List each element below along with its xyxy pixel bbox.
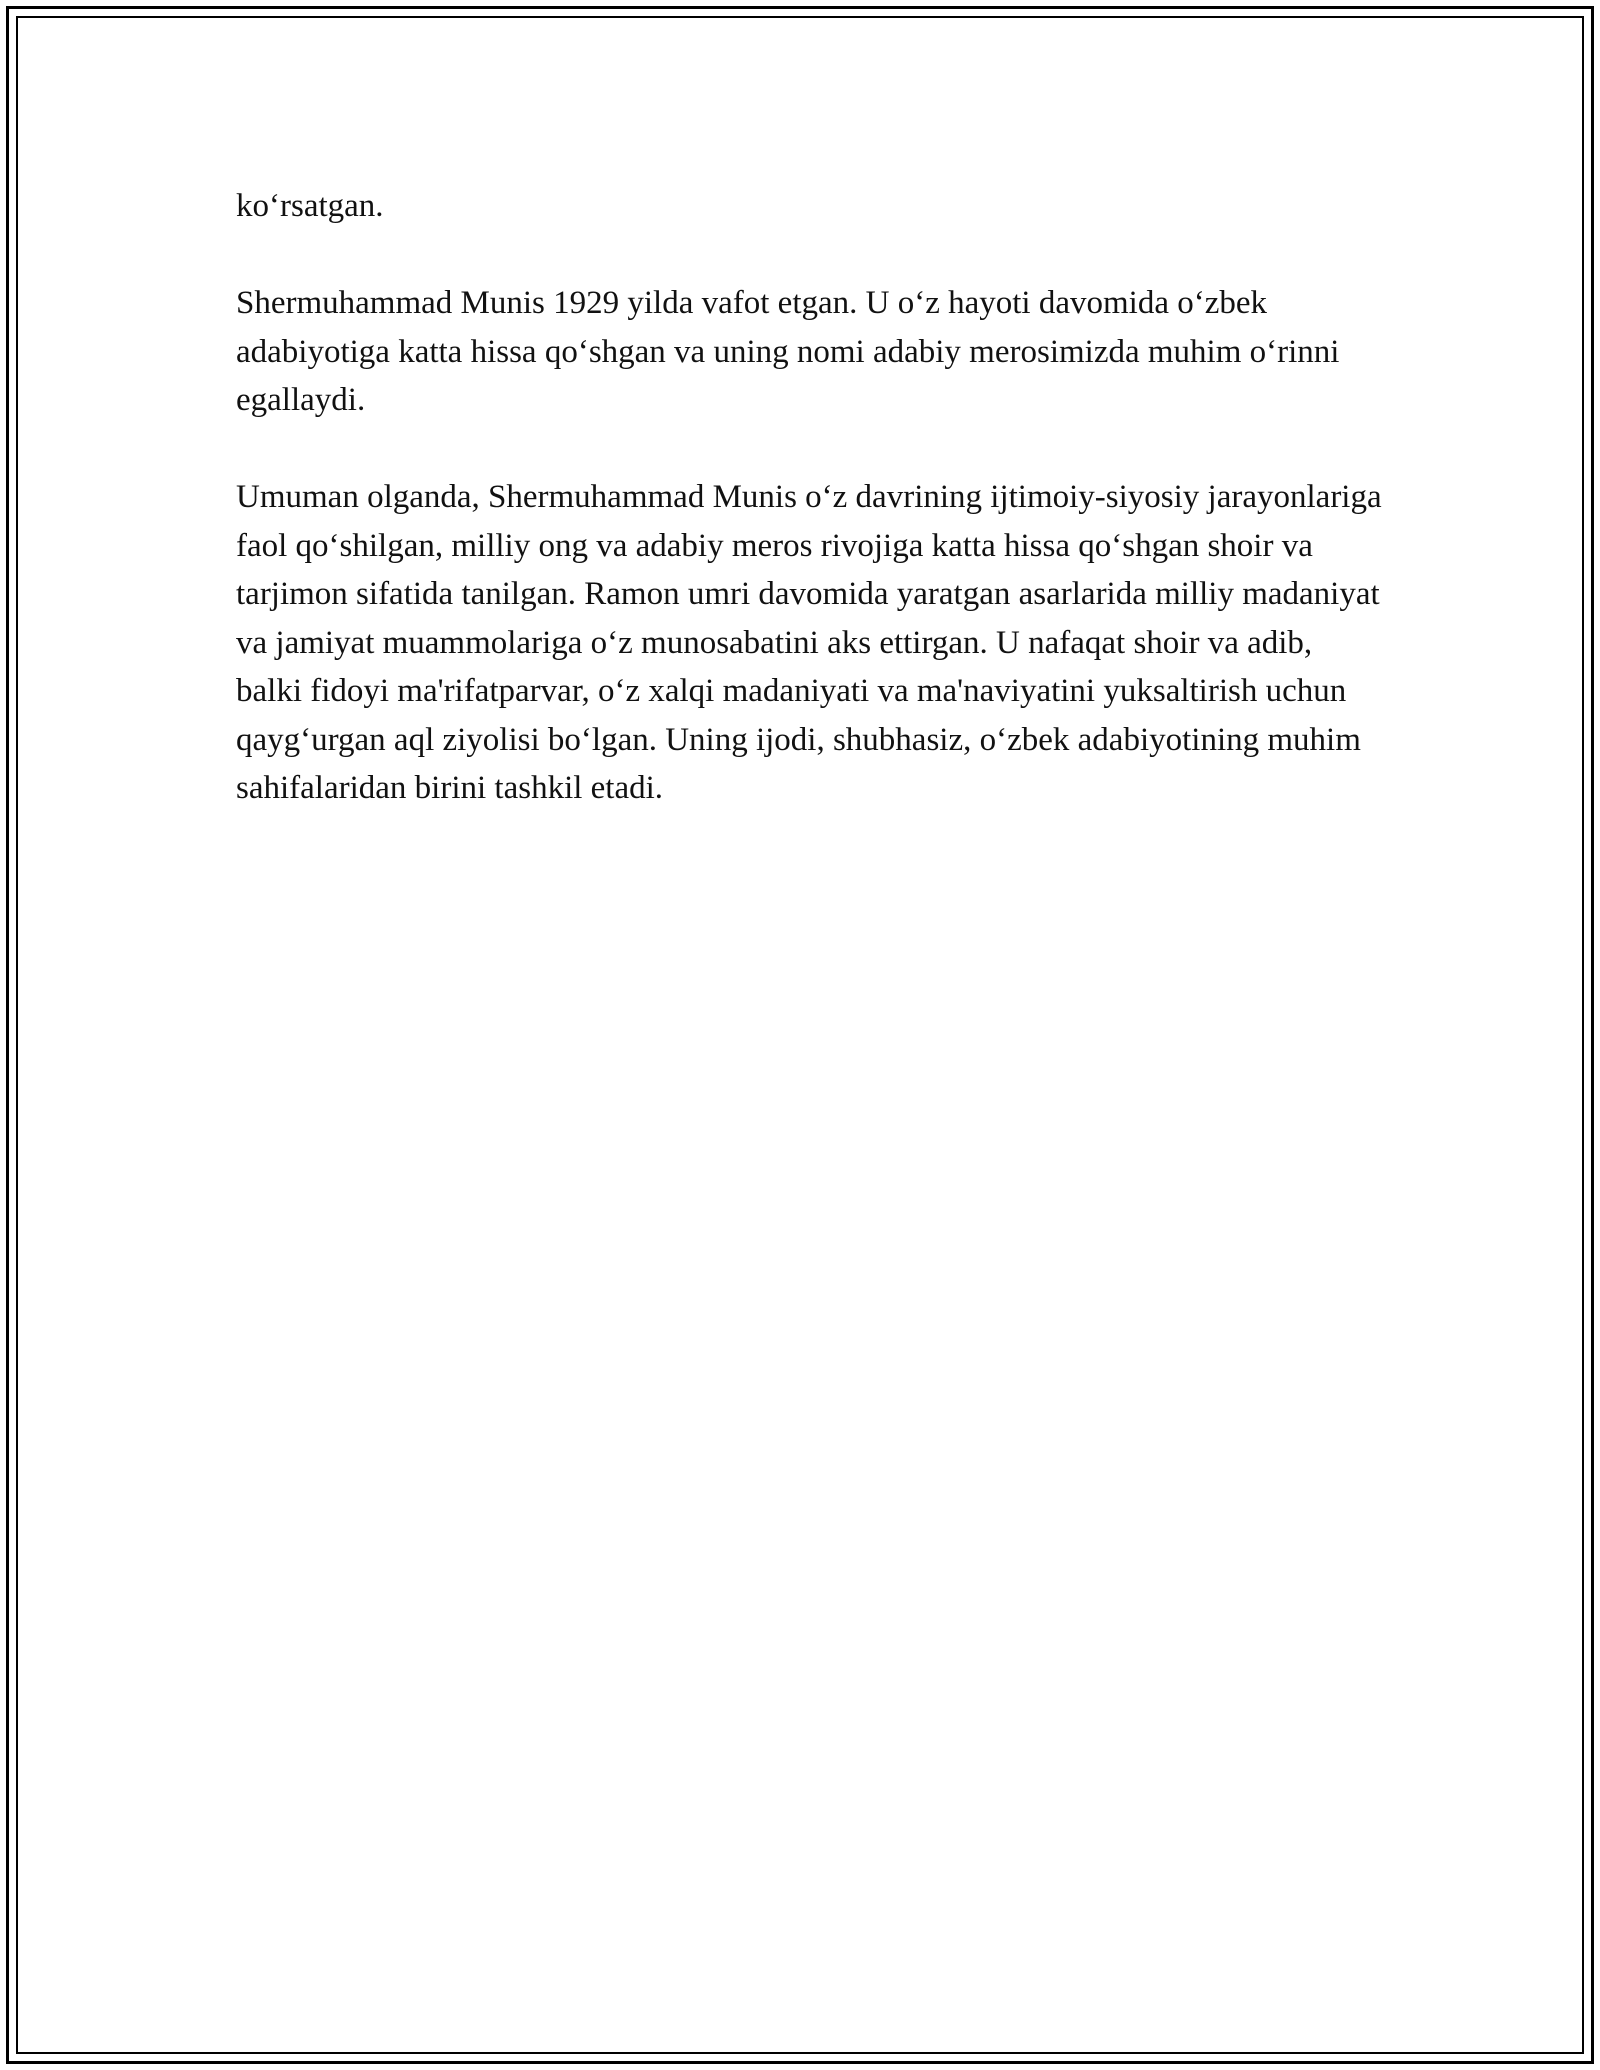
paragraph-death: Shermuhammad Munis 1929 yilda vafot etgan. U o‘z hayoti davomida o‘zbek adabiyotiga katta hissa qo‘shgan va uning nomi adabiy merosimizda muhim o‘rinni egallaydi. <box>236 285 1340 418</box>
document-body <box>236 182 1386 861</box>
paragraph-continuation: ko‘rsatgan. <box>236 188 384 224</box>
paragraph-summary: Umuman olganda, Shermuhammad Munis o‘z davrining ijtimoiy-siyosiy jarayonlariga faol qo‘shilgan, milliy ong va adabiy meros rivojiga katta hissa qo‘shgan shoir va tarjimon sifatida tanilgan. Ramon umri davomida yaratgan asarlarida milliy madaniyat va jamiyat muammolariga o‘z munosabatini aks ettirgan. U nafaqat shoir va adib, balki fidoyi ma'rifatparvar, o‘z xalqi madaniyati va ma'naviyatini yuksaltirish uchun qayg‘urgan aql ziyolisi bo‘lgan. Uning ijodi, shubhasiz, o‘zbek adabiyotining muhim sahifalaridan birini tashkil etadi. <box>236 479 1382 806</box>
